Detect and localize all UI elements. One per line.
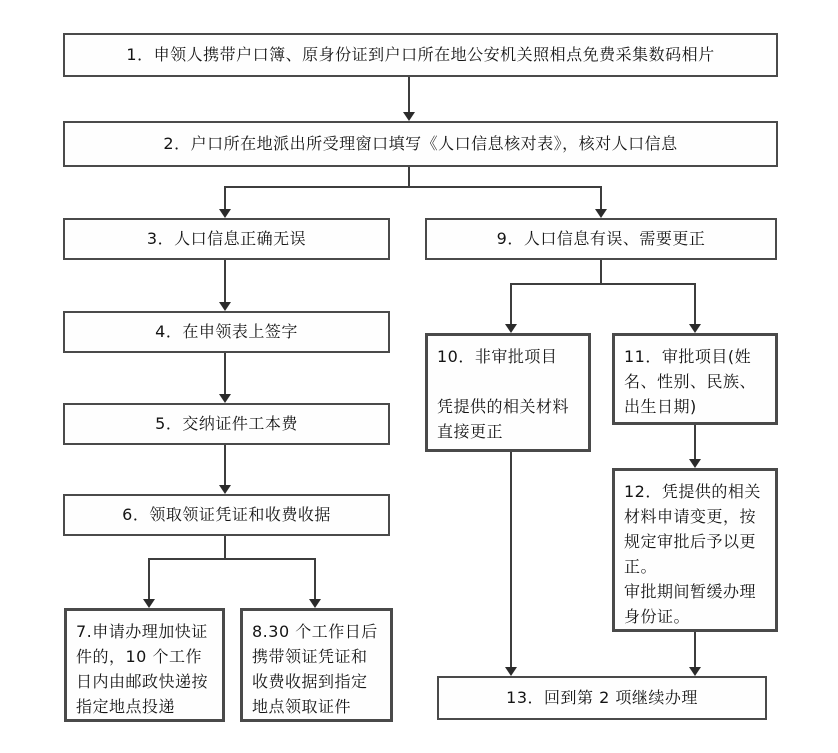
node-label: 11．审批项目(姓名、性别、民族、出生日期) [624,347,757,416]
arrowhead-into-7 [143,599,155,608]
node-label: 3．人口信息正确无误 [146,229,307,248]
connector-2-3-line [224,186,226,210]
arrowhead-into-13-left [505,667,517,676]
arrowhead-into-3 [219,209,231,218]
flow-node-7 [64,608,225,722]
connector-3-4-line [224,260,226,303]
connector-10-13-line [510,452,512,668]
connector-6-stem-line [224,536,226,560]
connector-9-10-line [510,283,512,325]
connector-6-branch-line [148,558,316,560]
flow-node-12 [612,468,778,632]
flow-node-11 [612,333,778,425]
node-label-line1: 12．凭提供的相关材料申请变更，按规定审批后予以更正。 [624,482,761,576]
arrowhead-into-8 [309,599,321,608]
arrowhead-into-11 [689,324,701,333]
connector-2-branch-line [224,186,602,188]
connector-12-13-line [694,632,696,668]
flow-node-8 [240,608,393,722]
connector-1-2-line [408,77,410,113]
flow-node-10 [425,333,591,452]
flow-node-2 [63,121,778,167]
node-label: 2．户口所在地派出所受理窗口填写《人口信息核对表》，核对人口信息 [163,134,678,153]
node-label: 9．人口信息有误、需要更正 [496,229,706,248]
node-label: 7.申请办理加快证件的，10 个工作日内由邮政快递按指定地点投递 [76,622,209,716]
node-label: 13．回到第 2 项继续办理 [506,688,698,707]
connector-9-branch-line [510,283,696,285]
flow-node-13 [437,676,767,720]
connector-4-5-line [224,353,226,395]
connector-5-6-line [224,445,226,486]
node-label: 6．领取领证凭证和收费收据 [122,505,331,524]
node-label: 5．交纳证件工本费 [155,414,298,433]
node-label-line2: 凭提供的相关材料直接更正 [437,397,570,441]
arrowhead-into-13-right [689,667,701,676]
connector-9-11-line [694,283,696,325]
node-label-line1: 10．非审批项目 [437,347,558,366]
connector-2-9-line [600,186,602,210]
node-label-line2: 审批期间暂缓办理身份证。 [624,582,757,626]
flow-node-4 [63,311,390,353]
arrowhead-into-5 [219,394,231,403]
flow-node-6 [63,494,390,536]
arrowhead-into-9 [595,209,607,218]
arrowhead-into-12 [689,459,701,468]
flow-node-5 [63,403,390,445]
connector-11-12-line [694,425,696,460]
flow-node-1 [63,33,778,77]
flow-node-9 [425,218,777,260]
arrowhead-into-4 [219,302,231,311]
arrowhead-into-6 [219,485,231,494]
arrowhead-into-2 [403,112,415,121]
arrowhead-into-10 [505,324,517,333]
node-label: 8.30 个工作日后携带领证凭证和收费收据到指定地点领取证件 [252,622,378,716]
connector-2-stem-line [408,167,410,188]
flow-node-3 [63,218,390,260]
connector-9-stem-line [600,260,602,285]
node-label: 4．在申领表上签字 [155,322,298,341]
connector-6-7-line [148,558,150,600]
node-label: 1．申领人携带户口簿、原身份证到户口所在地公安机关照相点免费采集数码相片 [126,45,715,64]
connector-6-8-line [314,558,316,600]
